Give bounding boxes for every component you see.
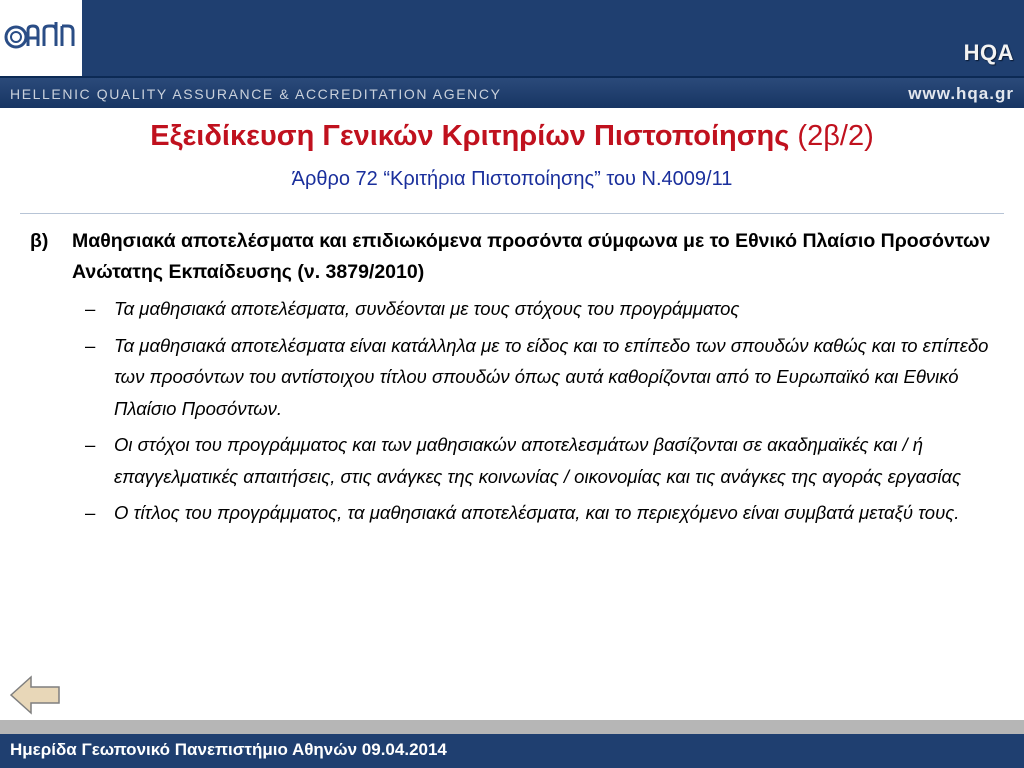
sub-point-text: Τα μαθησιακά αποτελέσματα είναι κατάλληλα με το είδος και το επίπεδο των σπουδών καθώς και το επίπεδο των προσόντων του αντίστοιχου τίτλου σπουδών όπως αυτά καθορίζονται από το Ευρωπαϊκό και Εθνικό Πλαίσιο Προσόντων. [114,334,989,419]
logo [0,0,82,76]
sub-point-list [30,293,1000,529]
back-button[interactable] [10,674,62,721]
slide-content [30,226,1000,529]
header-band [82,0,1024,76]
footer-bar [0,734,1024,768]
adip-logo-icon [4,16,76,58]
bullet-dash: – [85,502,96,523]
bullet-dash: – [85,298,96,319]
slide-title-bold: Εξειδίκευση Γενικών Κριτηρίων Πιστοποίησης [150,120,790,152]
title-divider [20,213,1004,214]
main-point-marker: β) [30,230,49,252]
sub-point-text: Οι στόχοι του προγράμματος και των μαθησιακών αποτελεσμάτων βασίζονται σε ακαδημαϊκές και / ή επαγγελματικές απαιτήσεις, στις ανάγκες της κοινωνίας / οικονομίας και τις ανάγκες της αγοράς εργασίας [114,434,962,487]
agency-website: www.hqa.gr [908,84,1014,103]
main-point-text: Μαθησιακά αποτελέσματα και επιδιωκόμενα προσόντα σύμφωνα με το Εθνικό Πλαίσιο Προσόντων Ανώτατης Εκπαίδευσης (ν. 3879/2010) [72,230,991,283]
footer-text: Ημερίδα Γεωπονικό Πανεπιστήμιο Αθηνών 09.04.2014 [10,740,447,759]
sub-point [30,330,1000,425]
brand-label: HQA [963,40,1014,65]
slide-title [0,120,1024,153]
sub-point [30,293,1000,325]
slide-subtitle: Άρθρο 72 “Κριτήρια Πιστοποίησης” του Ν.4009/11 [291,168,733,190]
agency-name: HELLENIC QUALITY ASSURANCE & ACCREDITATION AGENCY [10,86,502,102]
sub-point [30,497,1000,529]
sub-point-text: Τα μαθησιακά αποτελέσματα, συνδέονται με τους στόχους του προγράμματος [114,298,740,319]
bullet-dash: – [85,334,96,356]
main-point [30,226,1000,288]
agency-band [0,76,1024,108]
sub-point [30,429,1000,492]
sub-point-text: Ο τίτλος του προγράμματος, τα μαθησιακά αποτελέσματα, και το περιεχόμενο είναι συμβατά μεταξύ τους. [114,502,960,523]
slide-title-suffix: (2β/2) [789,120,874,152]
back-arrow-icon [10,674,62,716]
bullet-dash: – [85,434,96,455]
